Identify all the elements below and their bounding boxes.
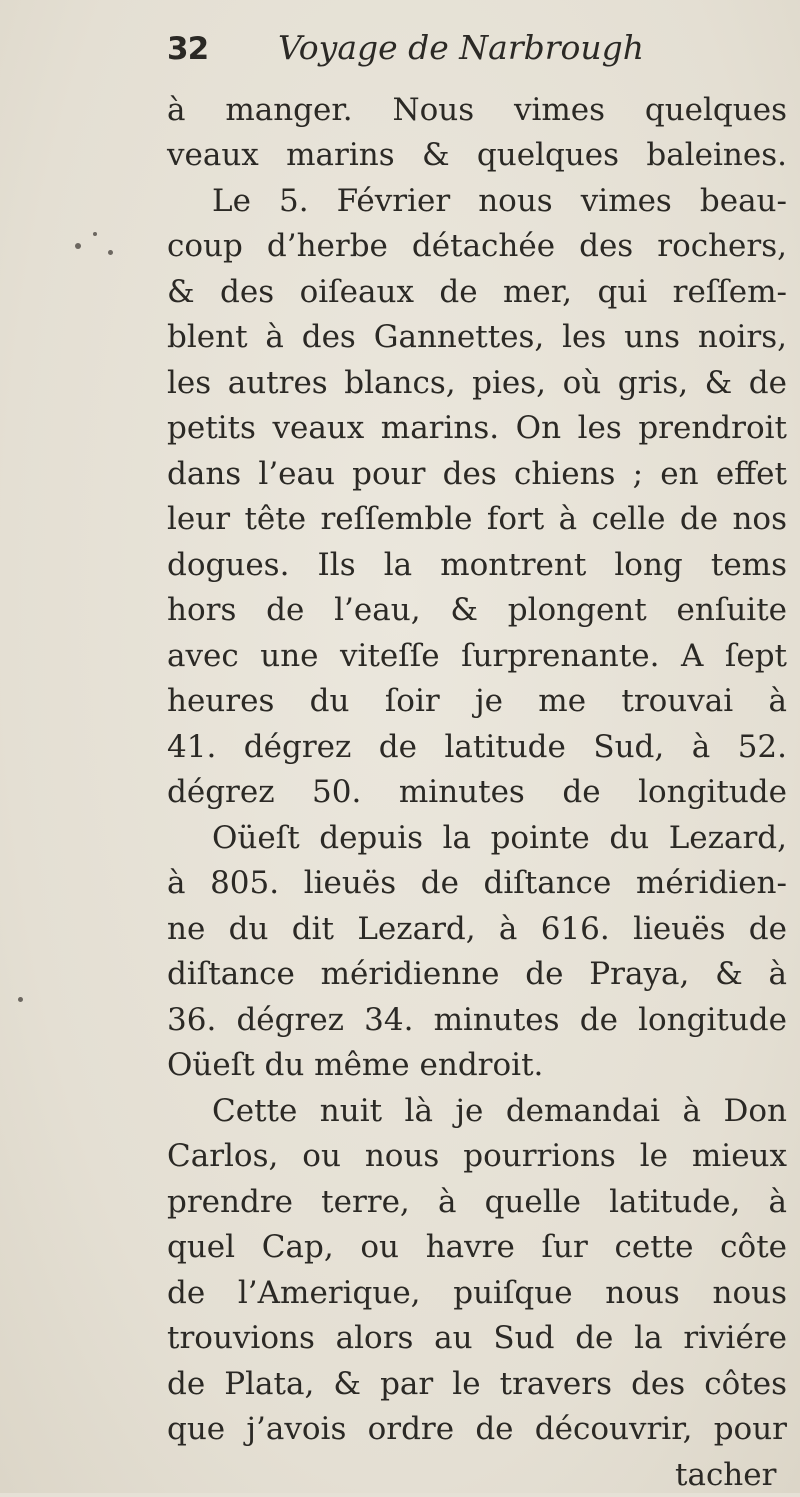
text-line: dégrez 50. minutes de longitude — [167, 774, 787, 810]
text-line: & des oiſeaux de mer, qui reſſem- — [167, 274, 787, 310]
text-line: petits veaux marins. On les prendroit — [167, 410, 787, 446]
catchword: tacher — [675, 1457, 777, 1493]
text-line: leur tête reſſemble fort à celle de nos — [167, 501, 787, 537]
text-line: de l’Amerique, puiſque nous nous — [167, 1275, 787, 1311]
text-line: 41. dégrez de latitude Sud, à 52. — [167, 729, 787, 765]
margin-ink-spot — [108, 250, 113, 255]
text-line: Oüeſt du même endroit. — [167, 1047, 544, 1083]
text-line: Le 5. Février nous vimes beau- — [212, 183, 787, 219]
text-line: Oüeſt depuis la pointe du Lezard, — [212, 820, 787, 856]
text-line: diſtance méridienne de Praya, & à — [167, 956, 787, 992]
text-line: à 805. lieuës de diſtance méridien- — [167, 865, 787, 901]
text-line: dans l’eau pour des chiens ; en effet — [167, 456, 787, 492]
margin-ink-spot — [75, 243, 81, 249]
text-line: quel Cap, ou havre ſur cette côte — [167, 1229, 787, 1265]
text-line: ne du dit Lezard, à 616. lieuës de — [167, 911, 787, 947]
text-line: Carlos, ou nous pourrions le mieux — [167, 1138, 787, 1174]
text-line: blent à des Gannettes, les uns noirs, — [167, 319, 787, 355]
running-title: Voyage de Narbrough — [278, 28, 644, 67]
text-line: coup d’herbe détachée des rochers, — [167, 228, 787, 264]
text-line: dogues. Ils la montrent long tems — [167, 547, 787, 583]
margin-ink-spot — [93, 232, 97, 236]
page-number: 32 — [167, 31, 209, 67]
page-header — [167, 28, 644, 68]
text-line: de Plata, & par le travers des côtes — [167, 1366, 787, 1402]
text-line: avec une viteſſe ſurprenante. A ſept — [167, 638, 787, 674]
text-line: 36. dégrez 34. minutes de longitude — [167, 1002, 787, 1038]
text-line: à manger. Nous vimes quelques — [167, 92, 787, 128]
text-line: hors de l’eau, & plongent enſuite — [167, 592, 787, 628]
text-line: heures du ſoir je me trouvai à — [167, 683, 787, 719]
text-line: que j’avois ordre de découvrir, pour — [167, 1411, 787, 1447]
text-line: les autres blancs, pies, où gris, & de — [167, 365, 787, 401]
margin-ink-spot — [18, 997, 23, 1002]
text-line: Cette nuit là je demandai à Don — [212, 1093, 787, 1129]
text-line: veaux marins & quelques baleines. — [167, 137, 787, 173]
text-line: trouvions alors au Sud de la riviére — [167, 1320, 787, 1356]
text-line: prendre terre, à quelle latitude, à — [167, 1184, 787, 1220]
